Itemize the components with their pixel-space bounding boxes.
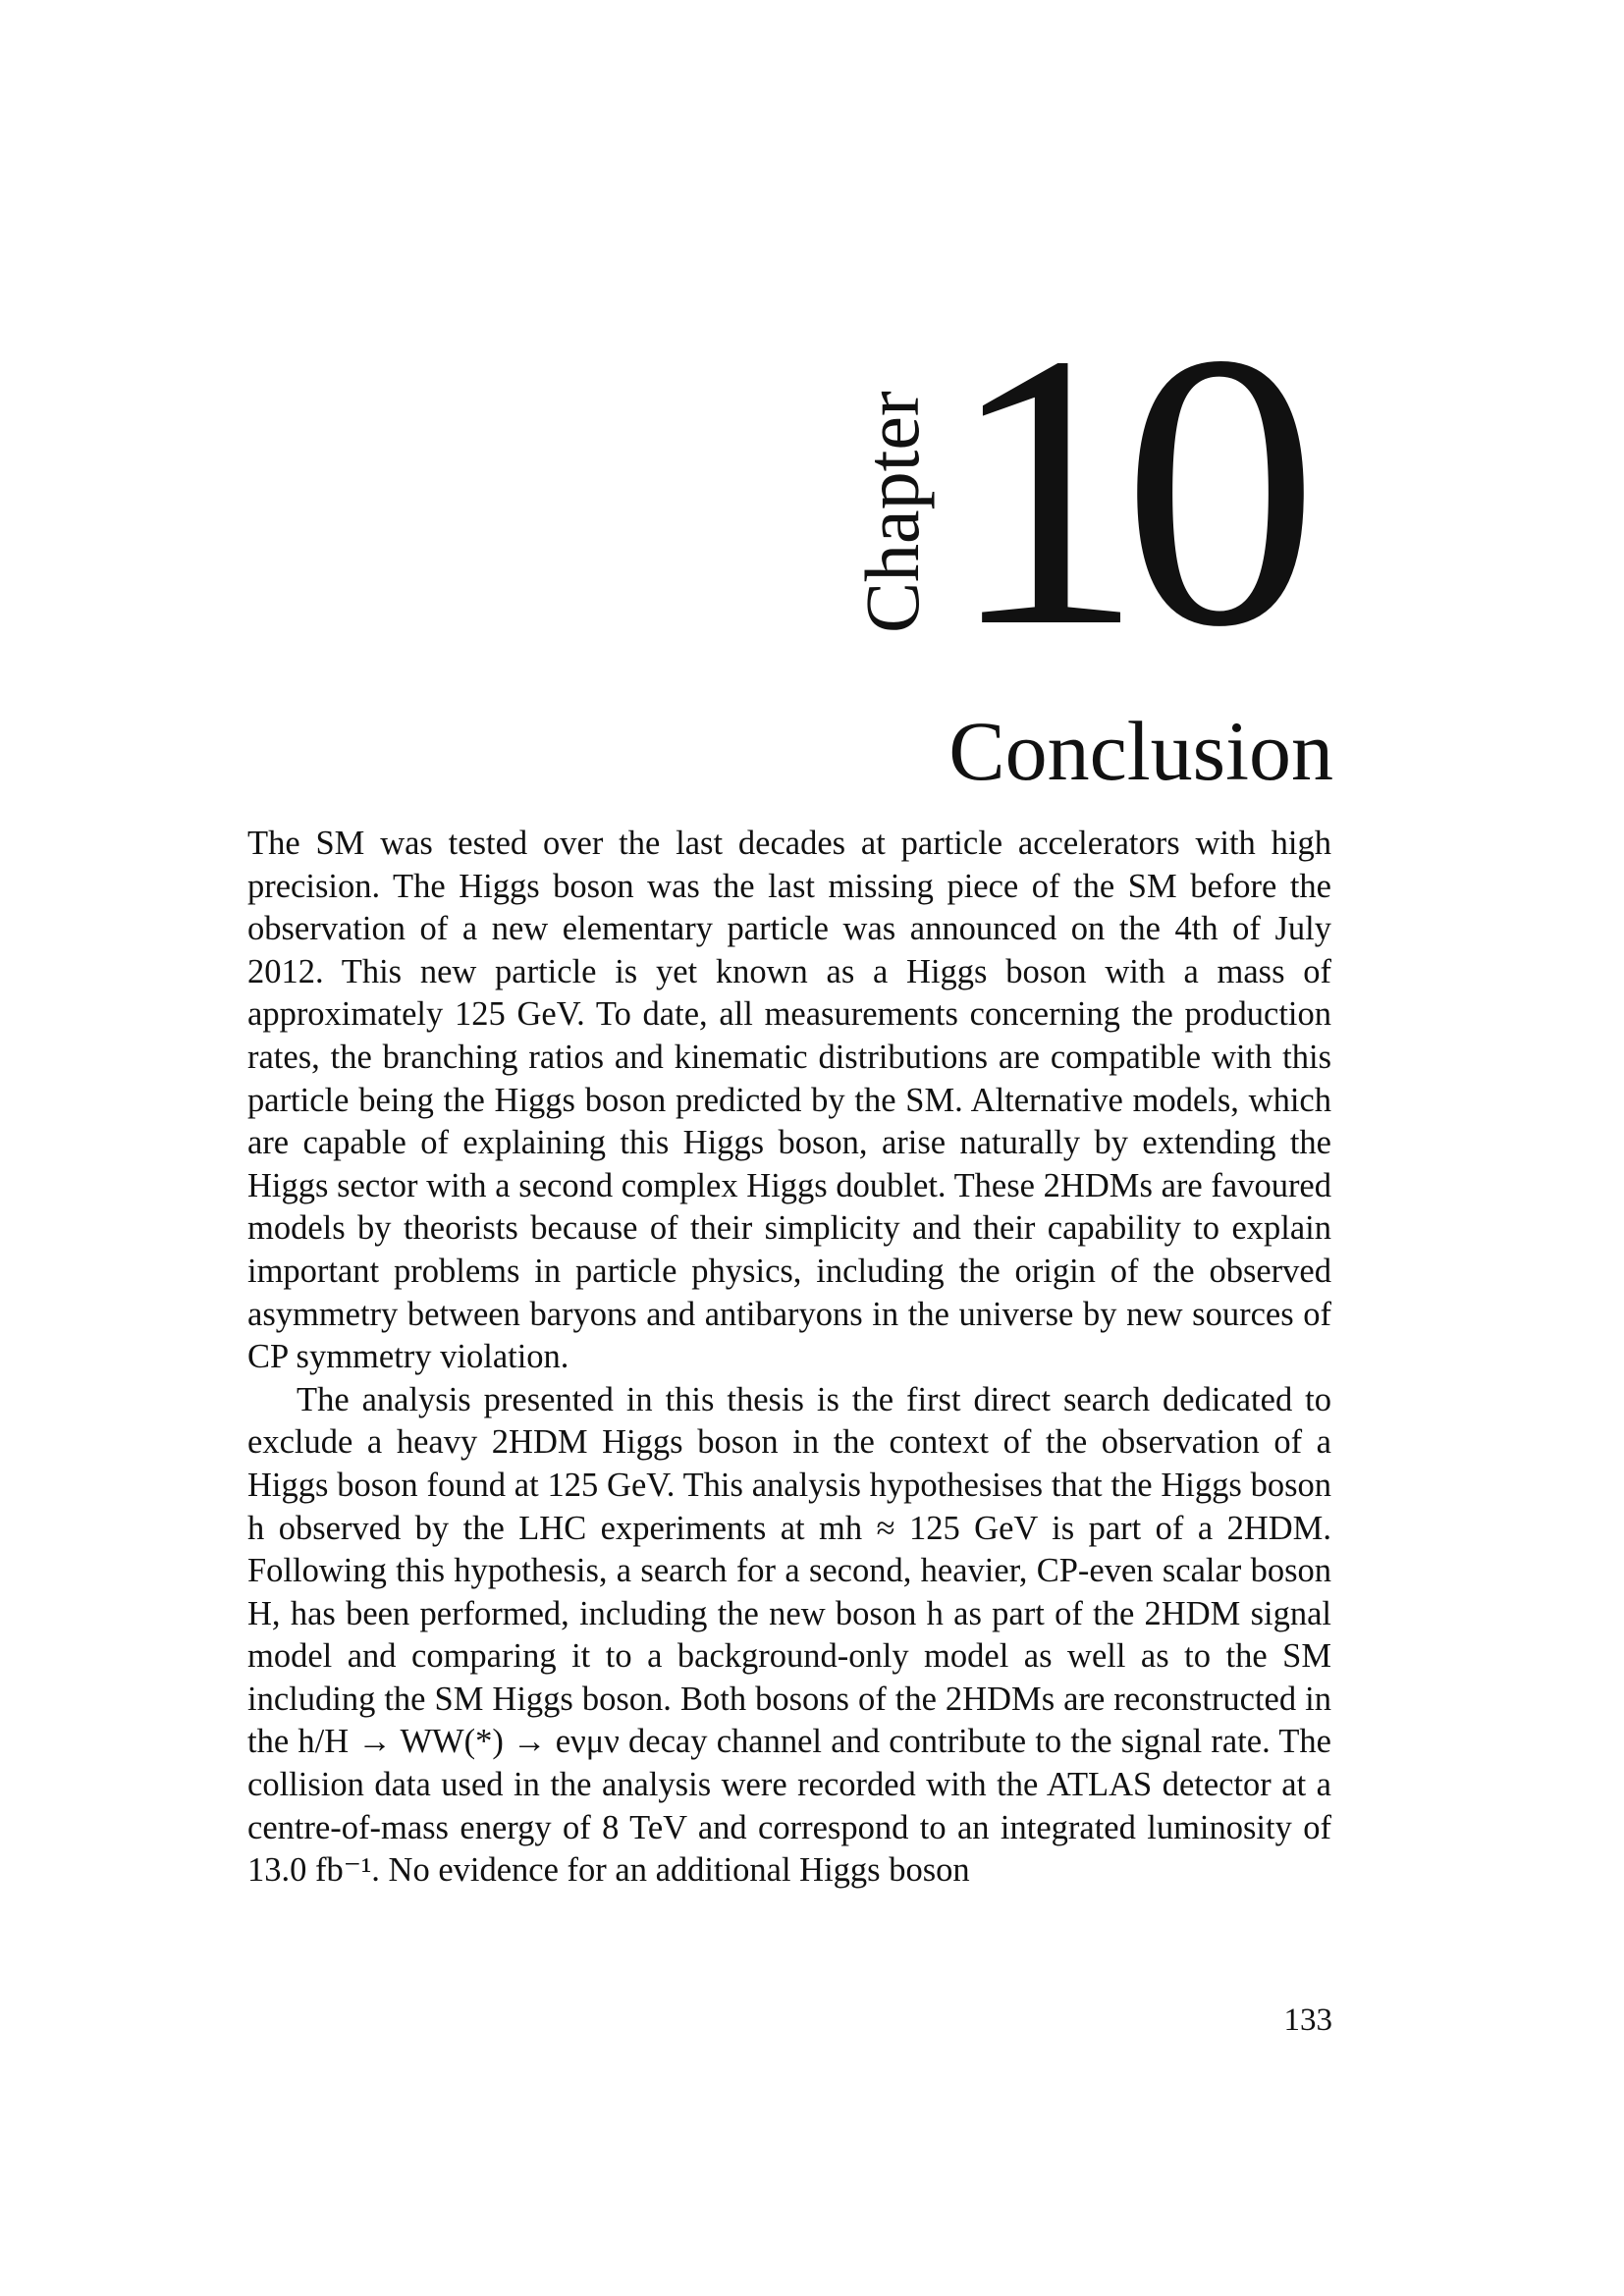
- page-number: 133: [1283, 2002, 1332, 2038]
- chapter-number: 10: [947, 273, 1297, 708]
- paragraph-2: The analysis presented in this thesis is the first direct search dedicated to exclude a heavy 2HDM Higgs boson in the context of the observation of a Higgs boson found at 125 GeV. This analysis hypothesises that the Higgs boson h observed by the LHC experiments at mh ≈ 125 GeV is part of a 2HDM. Following this hypothesis, a search for a second, heavier, CP-even scalar boson H, has been performed, including the new boson h as part of the 2HDM signal model and comparing it to a background-only model as well as to the SM including the SM Higgs boson. Both bosons of the 2HDMs are reconstructed in the h/H → WW(*) → eνμν decay channel and contribute to the signal rate. The collision data used in the analysis were recorded with the ATLAS detector at a centre-of-mass energy of 8 TeV and correspond to an integrated luminosity of 13.0 fb⁻¹. No evidence for an additional Higgs boson: [247, 1380, 1331, 1890]
- paragraph-1: The SM was tested over the last decades at particle accelerators with high precision. The Higgs boson was the last missing piece of the SM before the observation of a new elementary particle was announced on the 4th of July 2012. This new particle is yet known as a Higgs boson with a mass of approximately 125 GeV. To date, all measurements concerning the production rates, the branching ratios and kinematic distributions are compatible with this particle being the Higgs boson predicted by the SM. Alternative models, which are capable of explaining this Higgs boson, arise naturally by extending the Higgs sector with a second complex Higgs doublet. These 2HDMs are favoured models by theorists because of their simplicity and their capability to explain important problems in particle physics, including the origin of the observed asymmetry between baryons and antibaryons in the universe by new sources of CP symmetry violation.: [247, 825, 1331, 1376]
- chapter-label: Chapter: [849, 391, 935, 633]
- chapter-title: Conclusion: [948, 704, 1333, 798]
- body-text: [247, 823, 1331, 1893]
